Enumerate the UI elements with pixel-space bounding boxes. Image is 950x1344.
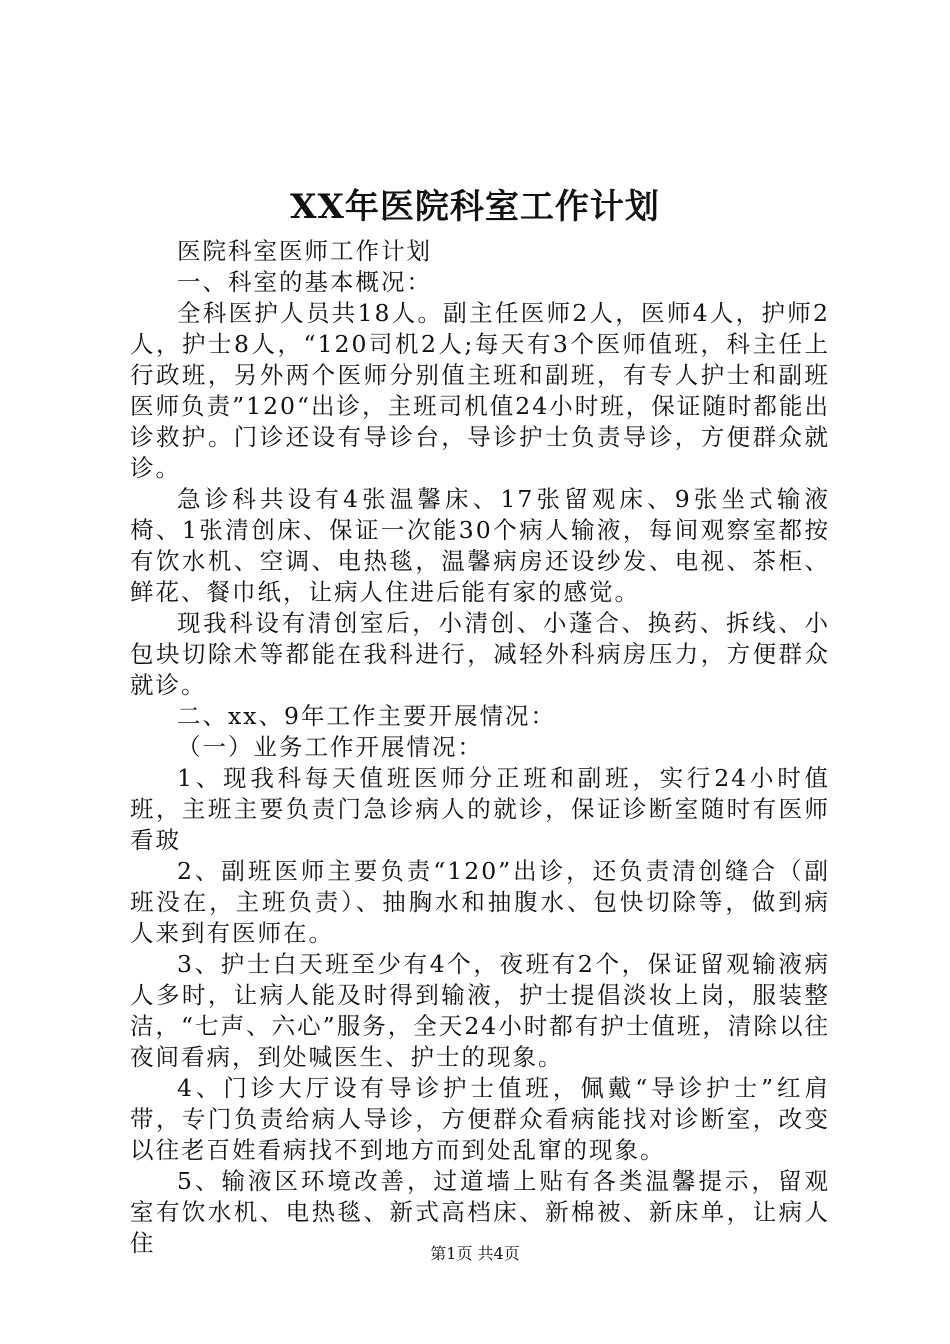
section-heading-2: 二、xx、9年工作主要开展情况：: [177, 702, 556, 730]
body-paragraph: 现我科设有清创室后，小清创、小蓬合、换药、拆线、小包块切除术等都能在我科进行，减轻外科病房压力，方便群众就诊。: [130, 609, 830, 699]
page-footer: 第1页 共4页: [430, 1244, 520, 1263]
document-body: [130, 236, 830, 1259]
list-item: 4、门诊大厅设有导诊护士值班，佩戴“导诊护士”红肩带，专门负责给病人导诊，方便群众看病能找对诊断室，改变以往老百姓看病找不到地方而到处乱窜的现象。: [130, 1074, 830, 1164]
subsection-heading: （一）业务工作开展情况：: [177, 733, 483, 761]
list-item: 1、现我科每天值班医师分正班和副班，实行24小时值班，主班主要负责门急诊病人的就诊，保证诊断室随时有医师看玻: [130, 764, 830, 854]
list-item: 5、输液区环境改善，过道墙上贴有各类温馨提示，留观室有饮水机、电热毯、新式高档床、新棉被、新床单，让病人住: [130, 1167, 830, 1257]
body-paragraph: 急诊科共设有4张温馨床、17张留观床、9张坐式输液椅、1张清创床、保证一次能30个病人输液，每间观察室都按有饮水机、空调、电热毯，温馨病房还设纱发、电视、茶柜、鲜花、餐巾纸，让病人住进后能有家的感觉。: [130, 485, 830, 606]
subtitle-paragraph: 医院科室医师工作计划: [177, 237, 432, 265]
list-item: 3、护士白天班至少有4个，夜班有2个，保证留观输液病人多时，让病人能及时得到输液，护士提倡淡妆上岗，服装整洁，“七声、六心”服务，全天24小时都有护士值班，清除以往夜间看病，到处喊医生、护士的现象。: [130, 950, 830, 1071]
section-heading-1: 一、科室的基本概况：: [177, 268, 432, 296]
document-title: XX年医院科室工作计划: [290, 187, 660, 227]
list-item: 2、副班医师主要负责“120”出诊，还负责清创缝合（副班没在，主班负责）、抽胸水和抽腹水、包快切除等，做到病人来到有医师在。: [130, 857, 830, 947]
body-paragraph: 全科医护人员共18人。副主任医师2人，医师4人，护师2人，护士8人，“120司机2人;每天有3个医师值班，科主任上行政班，另外两个医师分别值主班和副班，有专人护士和副班医师负责”120“出诊，主班司机值24小时班，保证随时都能出诊救护。门诊还设有导诊台，导诊护士负责导诊，方便群众就诊。: [130, 299, 830, 482]
